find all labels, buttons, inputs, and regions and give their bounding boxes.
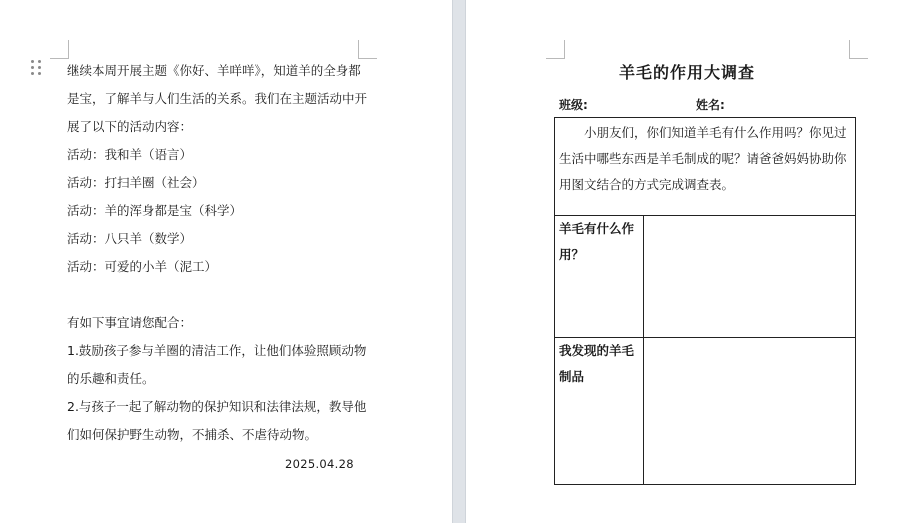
survey-intro-cell: 小朋友们，你们知道羊毛有什么作用吗？你见过生活中哪些东西是羊毛制成的呢？请爸爸妈妈协助你用图文结合的方式完成调查表。	[555, 118, 855, 216]
survey-title: 羊毛的作用大调查	[618, 63, 755, 82]
answer-cell-wool-products[interactable]	[644, 338, 855, 484]
letter-body	[67, 57, 367, 449]
left-page	[0, 0, 452, 523]
answer-cell-wool-uses[interactable]	[644, 216, 855, 337]
intro-paragraph: 继续本周开展主题《你好、羊咩咩》，知道羊的全身都是宝，了解羊与人们生活的关系。我们在主题活动中开展了以下的活动内容：	[67, 63, 368, 134]
name-label: 姓名:	[696, 98, 725, 112]
survey-row	[555, 216, 855, 338]
survey-table	[554, 117, 856, 485]
notice-item: 2.与孩子一起了解动物的保护知识和法律法规，教导他们如何保护野生动物，不捕杀、不虐待动物。	[67, 399, 367, 442]
activity-item: 活动：羊的浑身都是宝（科学）	[67, 203, 243, 218]
page-gutter	[452, 0, 466, 523]
row-label-wool-uses: 羊毛有什么作用？	[555, 216, 644, 337]
activity-item: 活动：打扫羊圈（社会）	[67, 175, 205, 190]
survey-row	[555, 338, 855, 484]
activity-item: 活动：我和羊（语言）	[67, 147, 193, 162]
activity-item: 活动：八只羊（数学）	[67, 231, 193, 246]
letter-date: 2025.04.28	[285, 457, 354, 471]
class-label: 班级:	[559, 98, 588, 112]
notice-heading: 有如下事宜请您配合：	[67, 315, 193, 330]
paragraph-drag-handle-icon[interactable]	[31, 60, 41, 76]
margin-corner-mark	[546, 40, 565, 59]
margin-corner-mark	[849, 40, 868, 59]
notice-item: 1.鼓励孩子参与羊圈的清洁工作，让他们体验照顾动物的乐趣和责任。	[67, 343, 367, 386]
row-label-wool-products: 我发现的羊毛制品	[555, 338, 644, 484]
activity-item: 活动：可爱的小羊（泥工）	[67, 259, 218, 274]
